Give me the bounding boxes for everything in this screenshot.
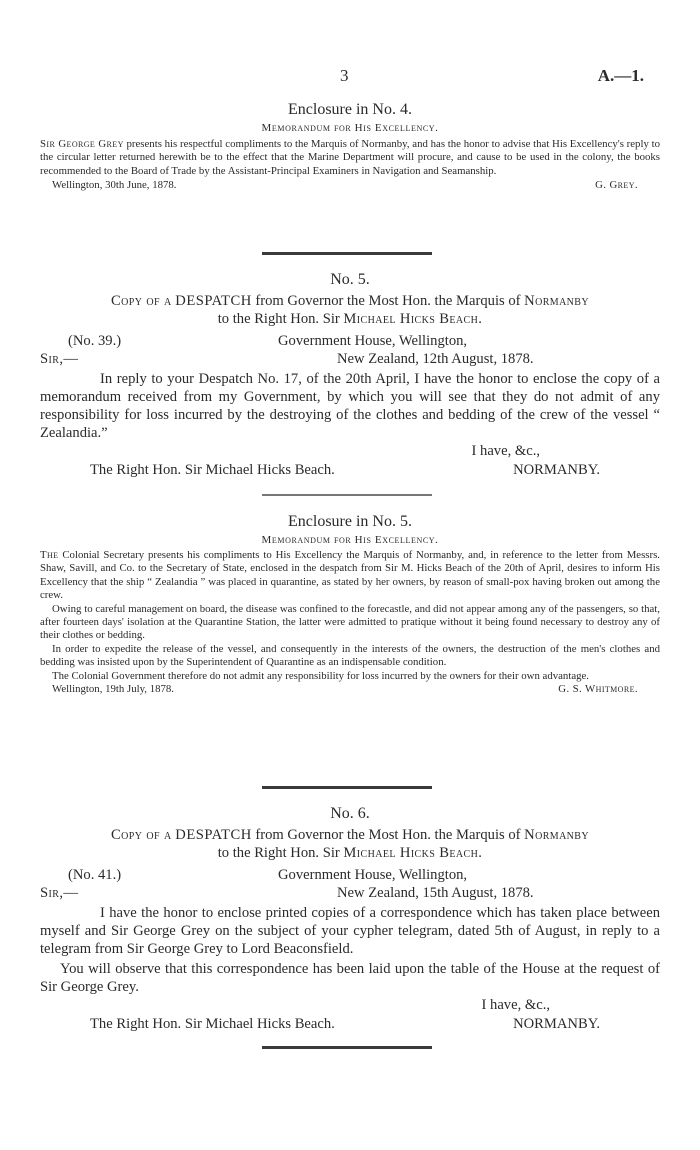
signature: G. Grey. [595, 179, 638, 192]
despatch-no6-closing [40, 1014, 660, 1034]
despatch-no6-body: I have the honor to enclose printed copies of a correspondence which has taken place between myself and Sir George Grey on the subject of your cypher telegram, dated 5th of August, in reply to a telegram from Sir George Grey to Lord Beaconsfield. You will observe that this correspondence has been laid upon the table of the House at the request of Sir George Grey. [40, 905, 660, 995]
enclosure-no4-body [40, 138, 660, 178]
i-have: I have, &c., [481, 997, 550, 1013]
enclosure-no5-title: Enclosure in No. 5. [288, 513, 412, 530]
reference-number: (No. 39.) [68, 333, 122, 349]
addressee: The Right Hon. Sir Michael Hicks Beach. [90, 462, 335, 478]
page-header [0, 66, 700, 90]
place-date: Wellington, 30th June, 1878. [52, 179, 177, 192]
address-line-2: New Zealand, 15th August, 1878. [337, 885, 534, 901]
despatch-no6-number: No. 6. [330, 805, 370, 822]
despatch-no6-recipient: to the Right Hon. Sir Michael Hicks Beach. [217, 845, 483, 861]
reference-number: (No. 41.) [68, 867, 122, 883]
memo-text: presents his respectful compliments to the Marquis of Normanby, and has the honor to advise that His Excellency's reply to the circular letter returned herewith be to the effect that the Marine Department will procure, and cause to be used in the colony, the books recommended to the Board of Trade by the Assistant-Principal Examiners in Navigation and Seamanship. [40, 138, 660, 177]
page-number: 3 [340, 66, 349, 85]
despatch-no5-closing [40, 460, 660, 480]
section-divider [262, 1046, 432, 1049]
enclosure-no5-subtitle: Memorandum for His Excellency. [261, 534, 439, 546]
enclosure-no5 [40, 512, 660, 696]
despatch-no5-recipient: to the Right Hon. Sir Michael Hicks Beach. [217, 311, 483, 327]
salutation: Sir,— [40, 885, 79, 901]
enclosure-no4-signoff [40, 179, 660, 192]
i-have: I have, &c., [471, 443, 540, 459]
enclosure-no5-body: The Colonial Secretary presents his compliments to His Excellency the Marquis of Normanby, and, in reference to the letter from Messrs. Shaw, Savill, and Co. to the Secretary of State, enclosed in the despatch from Sir M. Hicks Beach of the 20th of April, desires to inform His Excellency that the ship “ Zealandia ” was placed in quarantine, as stated by her owners, by reason of small-pox having broken out among the crew. Owing to careful management on board, the disease was confined to the forecastle, and did not appear among any of the passengers, so that, after fourteen days' isolation at the Quarantine Station, the latter were admitted to pratique without it being found necessary to destroy any of their clothes or bedding. In order to expedite the release of the vessel, and consequently in the interests of the owners, the destruction of the men's clothes and bedding was insisted upon by the Superintendent of Quarantine as an indispensable condition. The Colonial Government therefore do not admit any responsibility for loss incurred by the owners for their own advantage. [40, 549, 661, 682]
despatch-no6-address [40, 866, 660, 902]
despatch-no6 [40, 804, 660, 1034]
despatch-no5 [40, 270, 660, 480]
enclosure-no4-subtitle: Memorandum for His Excellency. [261, 122, 439, 134]
addressee: The Right Hon. Sir Michael Hicks Beach. [90, 1016, 335, 1032]
enclosure-no4-title: Enclosure in No. 4. [288, 101, 412, 118]
section-divider [262, 494, 432, 496]
address-line-2: New Zealand, 12th August, 1878. [337, 351, 534, 367]
address-line-1: Government House, Wellington, [278, 867, 468, 883]
section-divider [262, 786, 432, 789]
place-date: Wellington, 19th July, 1878. [52, 683, 174, 696]
despatch-no5-address [40, 332, 660, 368]
section-divider [262, 252, 432, 255]
signature: G. S. Whitmore. [558, 683, 638, 696]
salutation: Sir,— [40, 351, 79, 367]
address-line-1: Government House, Wellington, [278, 333, 468, 349]
despatch-no5-number: No. 5. [330, 271, 370, 288]
despatch-no5-body: In reply to your Despatch No. 17, of the 20th April, I have the honor to enclose the copy of a memorandum received from my Government, by which you will see that they do not admit of any responsibility for loss incurred by the destroying of the clothes and bedding of the crew of the vessel “ Zealandia.” [40, 371, 660, 441]
enclosure-no5-signoff [40, 683, 660, 696]
despatch-no6-title: Copy of a DESPATCH from Governor the Most Hon. the Marquis of Normanby [110, 827, 589, 843]
author-name: Sir George Grey [40, 138, 124, 150]
signature: NORMANBY. [513, 462, 600, 478]
signature: NORMANBY. [513, 1016, 600, 1032]
enclosure-no4 [40, 100, 660, 193]
despatch-no5-title: Copy of a DESPATCH from Governor the Most Hon. the Marquis of Normanby [110, 293, 589, 309]
document-reference: A.—1. [597, 66, 644, 85]
